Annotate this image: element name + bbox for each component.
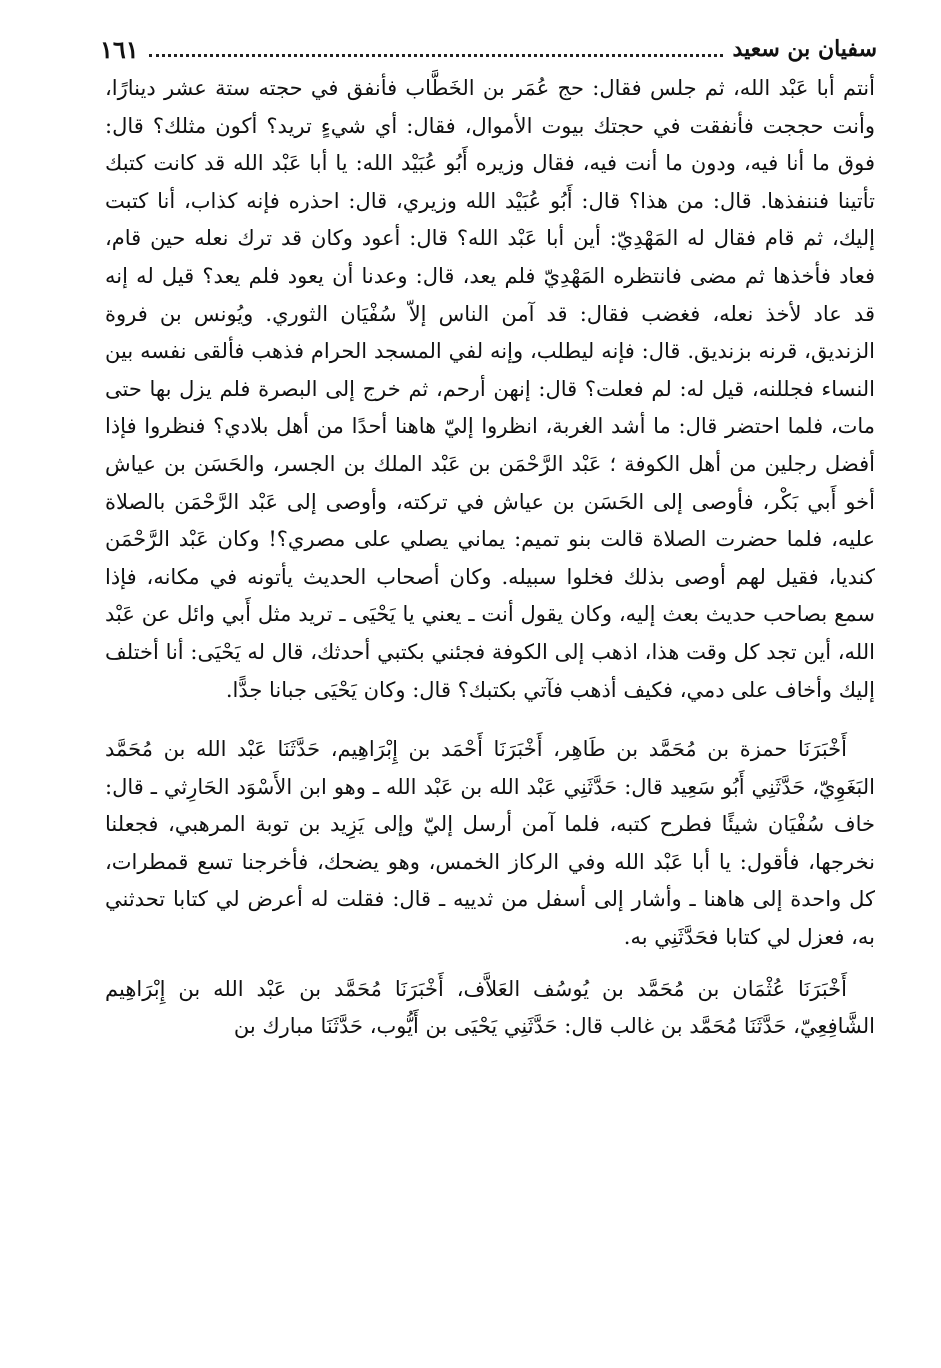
paragraph-2: أَخْبَرَنَا حمزة بن مُحَمَّد بن طَاهِر، أَخْبَرَنَا أَحْمَد بن إِبْرَاهِيم، حَدَّثَنَا عَبْد الله بن مُحَمَّد البَغَوِيّ، حَدَّثَنِي أَبُو سَعِيد قال: حَدَّثَنِي عَبْد الله بن عَبْد الله ـ وهو ابن الأَسْوَد الحَارِثي ـ قال: خاف سُفْيَان شيئًا فطرح كتبه، فلما آمن أرسل إليّ وإلى يَزِيد بن توبة المرهبي، فجعلنا نخرجها، فأقول: يا أبا عَبْد الله وفي الركاز الخمس، وهو يضحك، فأخرجنا تسع قمطرات، كل واحدة إلى هاهنا ـ وأشار إلى أسفل من ثدييه ـ قال: فقلت له أعرض لي كتابا تحدثني به، فعزل لي كتابا فحَدَّثَنِي به.: [105, 737, 875, 950]
running-title: سفيان بن سعيد: [732, 36, 877, 62]
page-number: ١٦١: [100, 34, 139, 64]
leader-dots: [149, 54, 723, 57]
paragraph-1: أنتم أبا عَبْد الله، ثم جلس فقال: حج عُمَر بن الخَطَّاب فأنفق في حجته ستة عشر دينارًا، وأنت حججت فأنفقت في حجتك بيوت الأموال، فقال: أي شيءٍ تريد؟ أكون مثلك؟ قال: فوق ما أنا فيه، ودون ما أنت فيه، فقال وزيره أَبُو عُبَيْد الله: يا أبا عَبْد الله قد كانت كتبك تأتينا فننفذها. قال: من هذا؟ قال: أَبُو عُبَيْد الله وزيري، قال: احذره فإنه كذاب، أنا كتبت إليك، ثم قام فقال له المَهْدِيّ: أين أبا عَبْد الله؟ قال: أعود وكان قد ترك نعله حين قام، فعاد فأخذها ثم مضى فانتظره المَهْدِيّ فلم يعد، قال: وعدنا أن يعود فلم يعد؟ قيل له إنه قد عاد لأخذ نعله، فغضب فقال: قد آمن الناس إلاّ سُفْيَان الثوري. ويُونس بن فروة الزنديق، قرنه بزنديق. قال: فإنه ليطلب، وإنه لفي المسجد الحرام فذهب فألقى نفسه بين النساء فجللنه، قيل له: لم فعلت؟ قال: إنهن أرحم، ثم خرج إلى البصرة فلم يزل بها حتى مات، فلما احتضر قال: ما أشد الغربة، انظروا إليّ هاهنا أحدًا من أهل بلادي؟ فنظروا فإذا أفضل رجلين من أهل الكوفة ؛ عَبْد الرَّحْمَن بن عَبْد الملك بن الجسر، والحَسَن بن عياش أخو أَبي بَكْر، فأوصى إلى الحَسَن بن عياش في تركته، وأوصى إلى عَبْد الرَّحْمَن بالصلاة عليه، فلما حضرت الصلاة قالت بنو تميم: يماني يصلي على مصري؟! وكان عَبْد الرَّحْمَن كنديا، فقيل لهم أوصى بذلك فخلوا سبيله. وكان أصحاب الحديث يأتونه في مكانه، فإذا سمع بصاحب حديث بعث إليه، وكان يقول أنت ـ يعني يا يَحْيَى ـ تريد مثل أَبي وائل عن عَبْد الله، أين تجد كل وقت هذا، اذهب إلى الكوفة فجئني بكتبي أحدثك، قال له يَحْيَى: أنا أختلف إليك وأخاف على دمي، فكيف أذهب فآتي بكتبك؟ قال: وكان يَحْيَى جبانا جدًّا.: [105, 76, 876, 702]
paragraph-spacer: [105, 709, 875, 731]
paragraph-spacer: [105, 957, 875, 971]
page-header: [100, 34, 877, 64]
paragraph-3: أَخْبَرَنَا عُثْمَان بن مُحَمَّد بن يُوسُف العَلاَّف، أَخْبَرَنَا مُحَمَّد بن عَبْد الله بن إِبْرَاهِيم الشَّافِعِيّ، حَدَّثَنَا مُحَمَّد بن غالب قال: حَدَّثَنِي يَحْيَى بن أَيُّوب، حَدَّثَنَا مبارك بن: [105, 976, 875, 1039]
body-text: [105, 70, 875, 1046]
